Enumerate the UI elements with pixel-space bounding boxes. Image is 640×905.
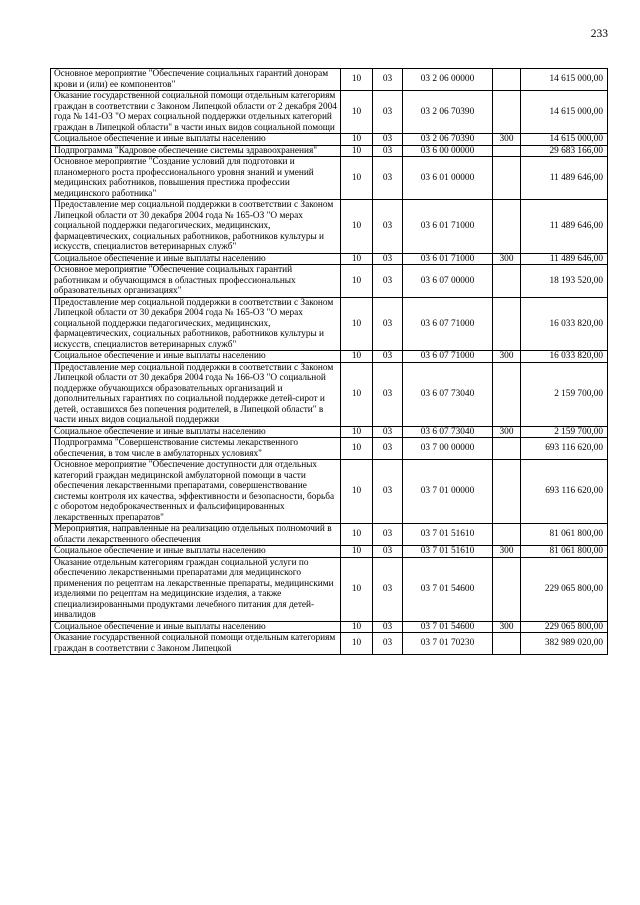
expense-type-code: 300: [493, 621, 521, 633]
table-row: [51, 297, 608, 351]
amount: 18 193 520,00: [521, 265, 608, 298]
expense-type-code: [493, 297, 521, 351]
row-name: Социальное обеспечение и иные выплаты населению: [51, 426, 341, 438]
section-code: 10: [341, 460, 373, 524]
section-code: 10: [341, 524, 373, 546]
subsection-code: 03: [373, 157, 403, 200]
expense-type-code: [493, 157, 521, 200]
expense-type-code: 300: [493, 546, 521, 558]
table-row: [51, 438, 608, 460]
amount: 2 159 700,00: [521, 362, 608, 426]
amount: 11 489 646,00: [521, 253, 608, 265]
target-article-code: 03 7 01 00000: [403, 460, 493, 524]
expense-type-code: [493, 460, 521, 524]
target-article-code: 03 7 01 54600: [403, 557, 493, 621]
expense-type-code: [493, 91, 521, 134]
table-row: [51, 69, 608, 91]
section-code: 10: [341, 633, 373, 655]
expense-type-code: [493, 265, 521, 298]
section-code: 10: [341, 145, 373, 157]
row-name: Основное мероприятие "Обеспечение социальных гарантий работникам и обучающимся в областных профессиональных образовательных организациях": [51, 265, 341, 298]
amount: 229 065 800,00: [521, 557, 608, 621]
table-row: [51, 362, 608, 426]
row-name: Мероприятия, направленные на реализацию отдельных полномочий в области лекарственного обеспечения: [51, 524, 341, 546]
section-code: 10: [341, 557, 373, 621]
row-name: Основное мероприятие "Обеспечение социальных гарантий донорам крови и (или) ее компонентов": [51, 69, 341, 91]
expense-type-code: [493, 633, 521, 655]
row-name: Оказание государственной социальной помощи отдельным категориям граждан в соответствии с Законом Липецкой области от 2 декабря 2004 года № 141-ОЗ "О мерах социальной поддержки отдельных категорий граждан в Липецкой области" в части иных видов социальной помощи: [51, 91, 341, 134]
target-article-code: 03 6 01 71000: [403, 253, 493, 265]
target-article-code: 03 6 07 71000: [403, 297, 493, 351]
row-name: Социальное обеспечение и иные выплаты населению: [51, 351, 341, 363]
amount: 81 061 800,00: [521, 524, 608, 546]
subsection-code: 03: [373, 362, 403, 426]
subsection-code: 03: [373, 460, 403, 524]
expense-type-code: [493, 557, 521, 621]
section-code: 10: [341, 546, 373, 558]
table-row: [51, 253, 608, 265]
subsection-code: 03: [373, 69, 403, 91]
amount: 81 061 800,00: [521, 546, 608, 558]
row-name: Предоставление мер социальной поддержки в соответствии с Законом Липецкой области от 30 декабря 2004 года № 166-ОЗ "О социальной поддержке обучающихся образовательных организаций и дополнительных гарантиях по социальной поддержке детей-сирот и детей, оставшихся без попечения родителей, в Липецкой области" в части иных видов социальной поддержки: [51, 362, 341, 426]
amount: 14 615 000,00: [521, 91, 608, 134]
subsection-code: 03: [373, 524, 403, 546]
section-code: 10: [341, 297, 373, 351]
amount: 14 615 000,00: [521, 69, 608, 91]
target-article-code: 03 6 01 00000: [403, 157, 493, 200]
amount: 14 615 000,00: [521, 134, 608, 146]
subsection-code: 03: [373, 297, 403, 351]
subsection-code: 03: [373, 426, 403, 438]
amount: 11 489 646,00: [521, 157, 608, 200]
section-code: 10: [341, 621, 373, 633]
subsection-code: 03: [373, 253, 403, 265]
amount: 693 116 620,00: [521, 460, 608, 524]
amount: 29 683 166,00: [521, 145, 608, 157]
row-name: Оказание отдельным категориям граждан социальной услуги по обеспечению лекарственными препаратами для медицинского применения по рецептам на лекарственные препараты, медицинскими изделиями по рецептам на медицинские изделия, а также специализированными продуктами лечебного питания для детей-инвалидов: [51, 557, 341, 621]
section-code: 10: [341, 253, 373, 265]
subsection-code: 03: [373, 438, 403, 460]
expense-type-code: [493, 69, 521, 91]
table-row: [51, 524, 608, 546]
expense-type-code: 300: [493, 351, 521, 363]
subsection-code: 03: [373, 633, 403, 655]
subsection-code: 03: [373, 200, 403, 254]
expense-type-code: 300: [493, 253, 521, 265]
table-row: [51, 157, 608, 200]
section-code: 10: [341, 438, 373, 460]
row-name: Социальное обеспечение и иные выплаты населению: [51, 134, 341, 146]
target-article-code: 03 6 07 00000: [403, 265, 493, 298]
row-name: Предоставление мер социальной поддержки в соответствии с Законом Липецкой области от 30 декабря 2004 года № 165-ОЗ "О мерах социальной поддержки педагогических, медицинских, фармацевтических, социальных работников, работников культуры и искусств, специалистов ветеринарных служб": [51, 200, 341, 254]
subsection-code: 03: [373, 134, 403, 146]
target-article-code: 03 6 00 00000: [403, 145, 493, 157]
row-name: Основное мероприятие "Создание условий для подготовки и планомерного роста профессионального уровня знаний и умений медицинских работников, повышения престижа профессии медицинского работника": [51, 157, 341, 200]
subsection-code: 03: [373, 91, 403, 134]
expense-type-code: [493, 145, 521, 157]
section-code: 10: [341, 200, 373, 254]
target-article-code: 03 6 07 71000: [403, 351, 493, 363]
expense-type-code: 300: [493, 426, 521, 438]
table-row: [51, 91, 608, 134]
target-article-code: 03 2 06 00000: [403, 69, 493, 91]
amount: 2 159 700,00: [521, 426, 608, 438]
table-row: [51, 351, 608, 363]
section-code: 10: [341, 69, 373, 91]
section-code: 10: [341, 91, 373, 134]
expense-type-code: [493, 200, 521, 254]
row-name: Социальное обеспечение и иные выплаты населению: [51, 621, 341, 633]
section-code: 10: [341, 362, 373, 426]
table-row: [51, 557, 608, 621]
row-name: Подпрограмма "Совершенствование системы лекарственного обеспечения, в том числе в амбулаторных условиях": [51, 438, 341, 460]
subsection-code: 03: [373, 351, 403, 363]
target-article-code: 03 6 07 73040: [403, 426, 493, 438]
target-article-code: 03 2 06 70390: [403, 91, 493, 134]
row-name: Предоставление мер социальной поддержки в соответствии с Законом Липецкой области от 30 декабря 2004 года № 165-ОЗ "О мерах социальной поддержки педагогических, медицинских, фармацевтических, социальных работников, работников культуры и искусств, специалистов ветеринарных служб": [51, 297, 341, 351]
target-article-code: 03 7 00 00000: [403, 438, 493, 460]
page-number: 233: [590, 28, 608, 40]
row-name: Социальное обеспечение и иные выплаты населению: [51, 546, 341, 558]
expense-type-code: [493, 524, 521, 546]
section-code: 10: [341, 426, 373, 438]
table-row: [51, 145, 608, 157]
target-article-code: 03 7 01 51610: [403, 524, 493, 546]
expense-type-code: [493, 438, 521, 460]
section-code: 10: [341, 134, 373, 146]
target-article-code: 03 6 01 71000: [403, 200, 493, 254]
row-name: Основное мероприятие "Обеспечение доступности для отдельных категорий граждан медицинской амбулаторной помощи в части обеспечения лекарственными препаратами, совершенствование системы контроля их качества, эффективности и безопасности, борьба с оборотом недоброкачественных и фальсифицированных лекарственных препаратов": [51, 460, 341, 524]
target-article-code: 03 2 06 70390: [403, 134, 493, 146]
row-name: Подпрограмма "Кадровое обеспечение системы здравоохранения": [51, 145, 341, 157]
table-row: [51, 426, 608, 438]
expense-type-code: 300: [493, 134, 521, 146]
amount: 693 116 620,00: [521, 438, 608, 460]
amount: 16 033 820,00: [521, 351, 608, 363]
section-code: 10: [341, 351, 373, 363]
table-row: [51, 200, 608, 254]
amount: 382 989 020,00: [521, 633, 608, 655]
table-row: [51, 134, 608, 146]
target-article-code: 03 7 01 70230: [403, 633, 493, 655]
amount: 11 489 646,00: [521, 200, 608, 254]
table-row: [51, 621, 608, 633]
subsection-code: 03: [373, 557, 403, 621]
row-name: Оказание государственной социальной помощи отдельным категориям граждан в соответствии с Законом Липецкой: [51, 633, 341, 655]
expense-type-code: [493, 362, 521, 426]
subsection-code: 03: [373, 265, 403, 298]
subsection-code: 03: [373, 621, 403, 633]
amount: 229 065 800,00: [521, 621, 608, 633]
section-code: 10: [341, 265, 373, 298]
table-row: [51, 546, 608, 558]
budget-table: [50, 68, 608, 655]
section-code: 10: [341, 157, 373, 200]
amount: 16 033 820,00: [521, 297, 608, 351]
target-article-code: 03 6 07 73040: [403, 362, 493, 426]
table-row: [51, 265, 608, 298]
subsection-code: 03: [373, 546, 403, 558]
table-row: [51, 460, 608, 524]
budget-table-body: [51, 69, 608, 655]
table-row: [51, 633, 608, 655]
target-article-code: 03 7 01 51610: [403, 546, 493, 558]
subsection-code: 03: [373, 145, 403, 157]
row-name: Социальное обеспечение и иные выплаты населению: [51, 253, 341, 265]
target-article-code: 03 7 01 54600: [403, 621, 493, 633]
